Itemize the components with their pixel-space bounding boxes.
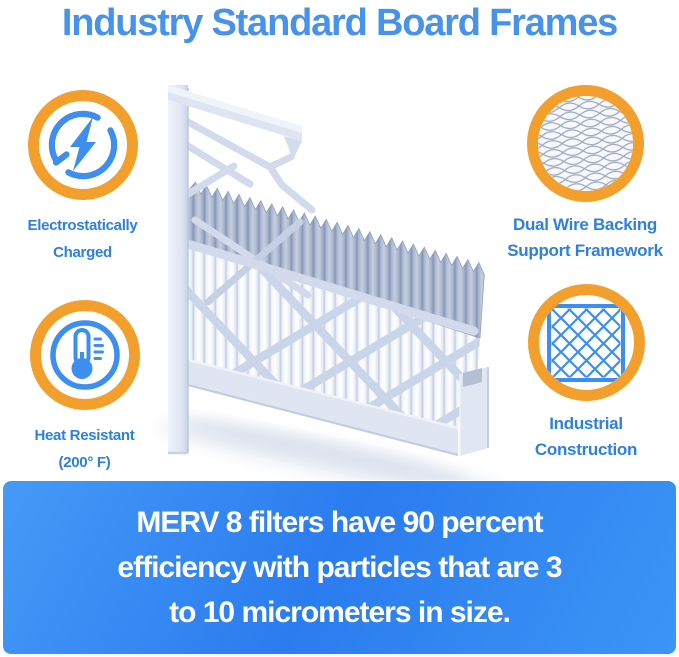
lightning-icon <box>41 103 125 187</box>
page-title: Industry Standard Board Frames <box>61 2 618 44</box>
banner-text-line: MERV 8 filters have 90 percent <box>136 506 543 539</box>
banner-text-line: to 10 micrometers in size. <box>169 596 510 629</box>
orange-ring <box>28 90 138 200</box>
orange-ring <box>527 85 644 202</box>
filter-corner-cup <box>460 367 488 456</box>
feature-industrial-construction <box>496 284 676 463</box>
filter-left-frame <box>168 85 188 453</box>
feature-electrostatically-charged <box>0 90 165 266</box>
feature-label: Heat Resistant (200° F) <box>34 427 135 471</box>
feature-dual-wire-backing <box>495 85 675 264</box>
product-image-air-filter <box>150 70 510 480</box>
orange-ring <box>30 300 140 410</box>
feature-label: Industrial Construction <box>534 414 638 459</box>
banner-text-line: efficiency with particles that are 3 <box>117 551 562 584</box>
feature-heat-resistant <box>2 300 167 476</box>
wire-mesh-icon <box>538 96 633 191</box>
feature-label: Electrostatically Charged <box>27 217 138 261</box>
orange-ring <box>528 284 645 401</box>
pleated-filter-illustration <box>150 70 510 480</box>
feature-label: Dual Wire Backing Support Framework <box>507 215 663 260</box>
merv-info-banner <box>3 481 676 654</box>
lattice-grid-icon <box>544 301 628 385</box>
thermometer-icon <box>43 313 127 397</box>
